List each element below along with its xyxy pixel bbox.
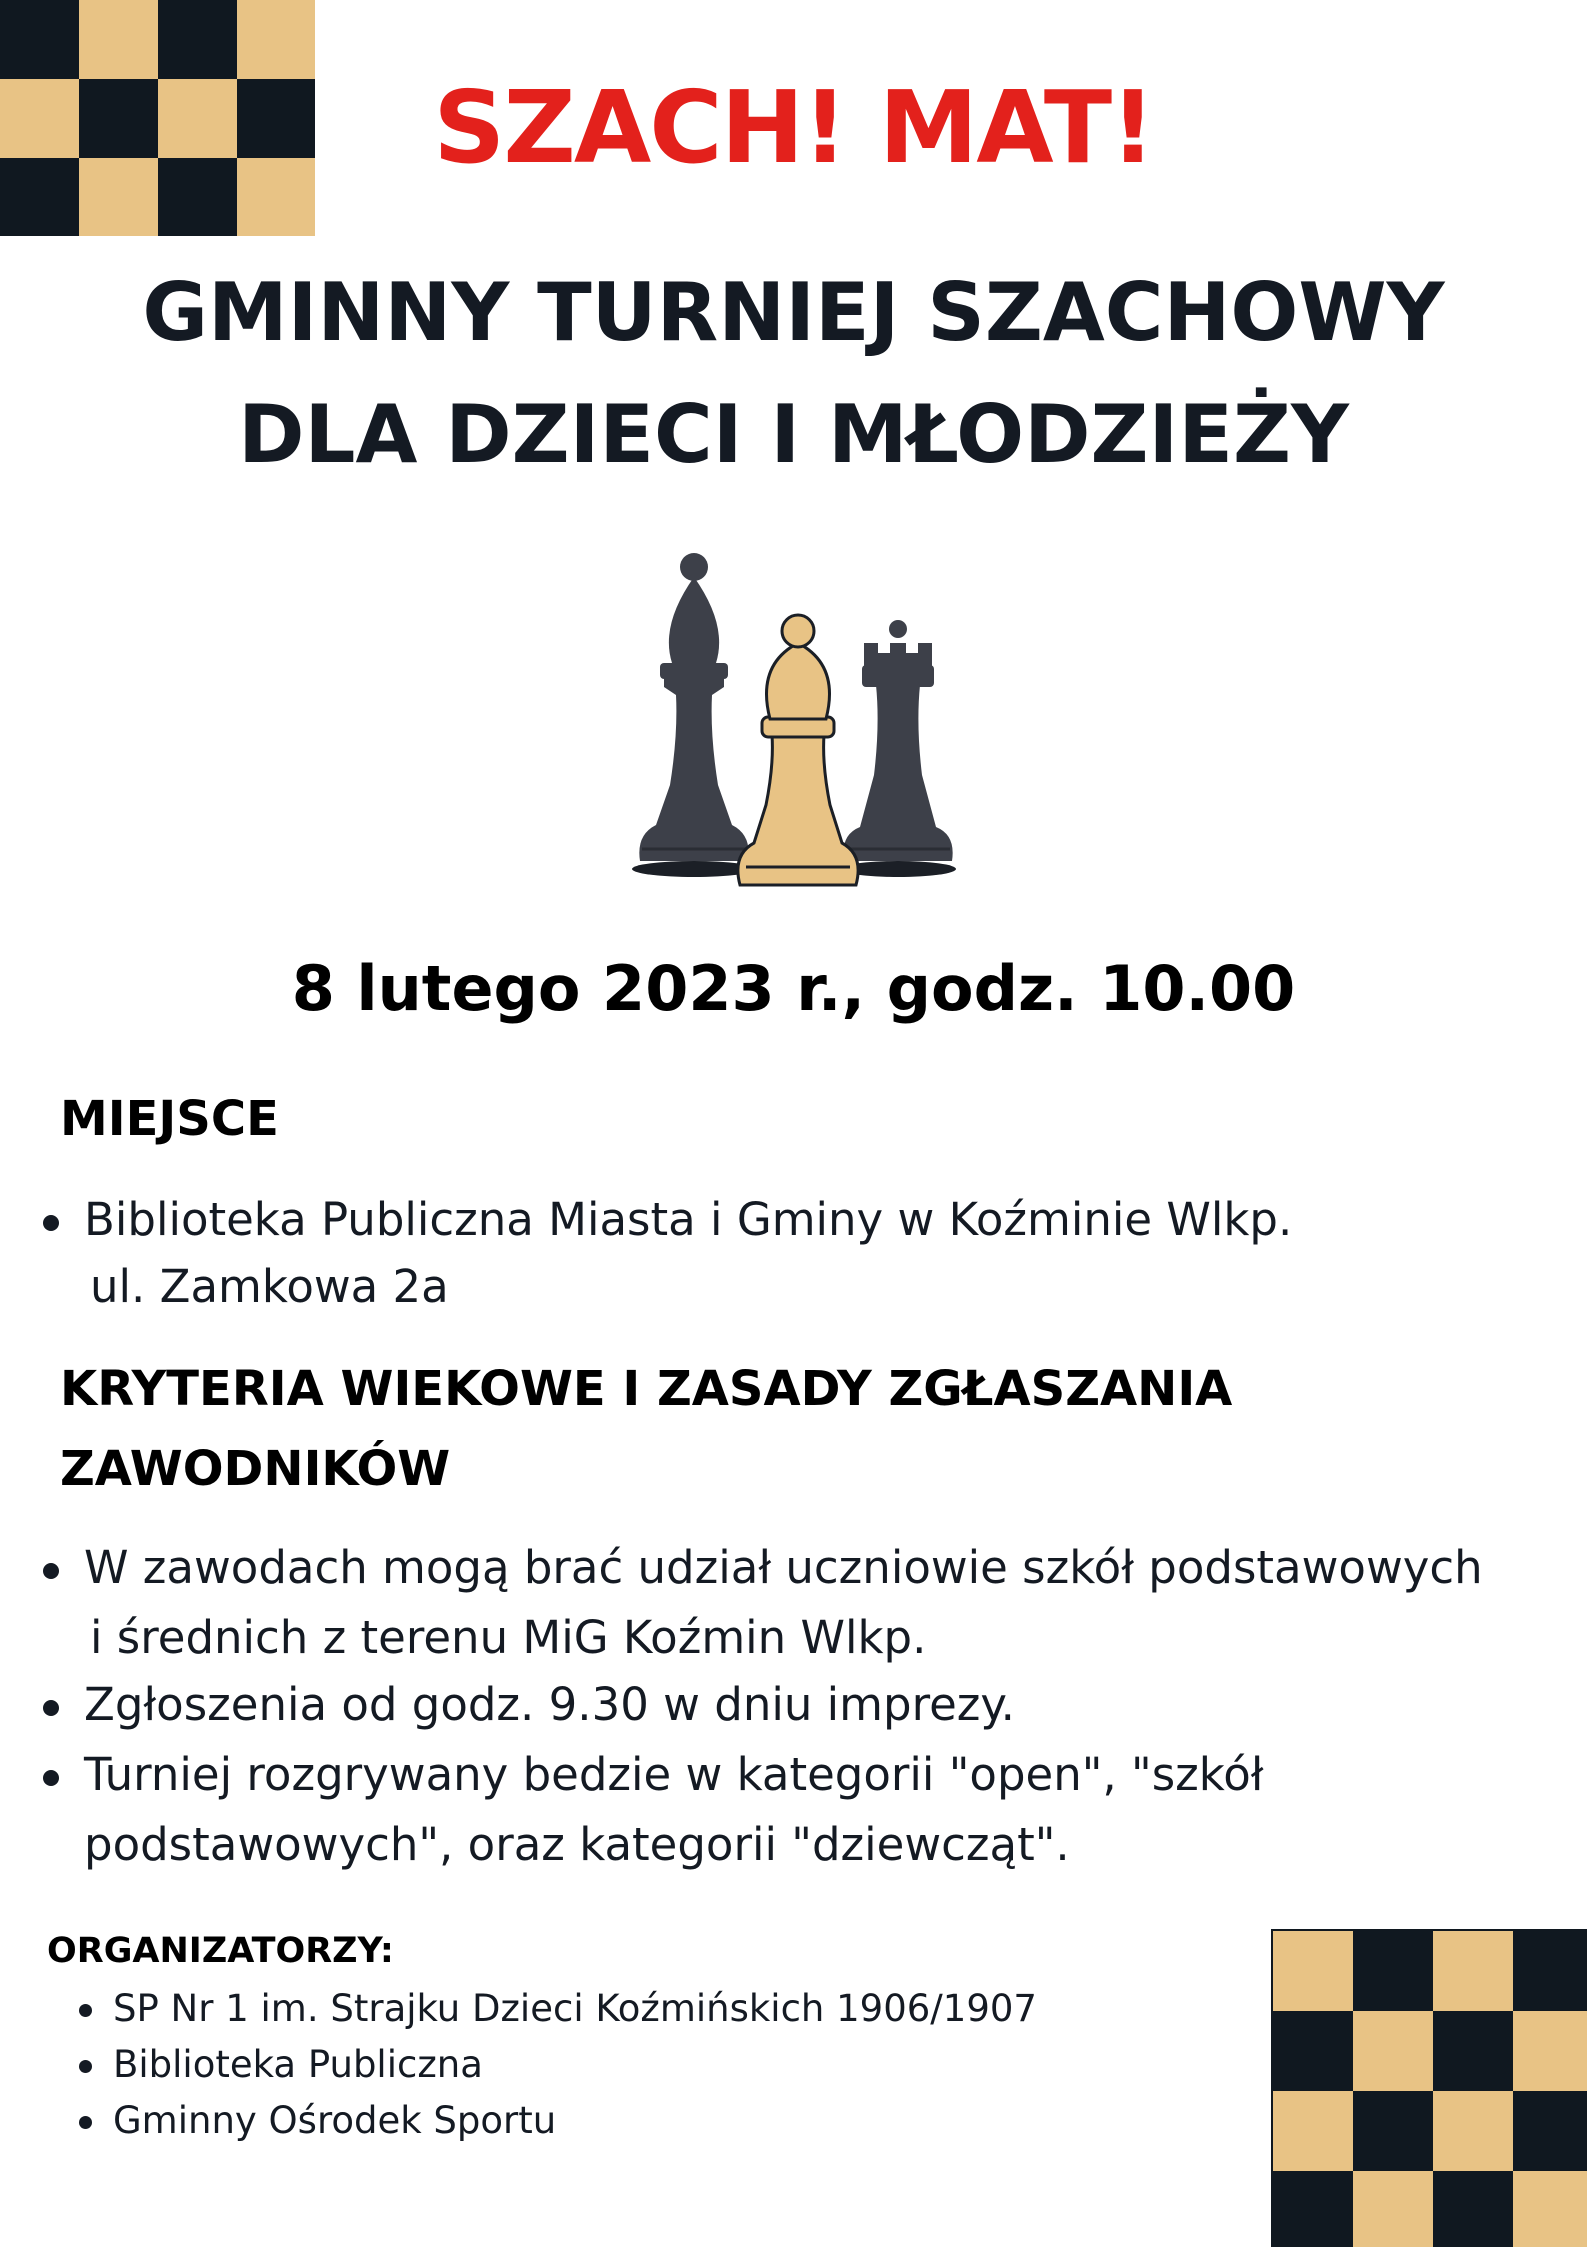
place-line1: Biblioteka Publiczna Miasta i Gminy w Koźminie Wlkp. (84, 1193, 1293, 1246)
chessboard-corner-bottom-right (1271, 1929, 1587, 2247)
bullet (43, 1563, 59, 1579)
criteria-heading-line2: ZAWODNIKÓW (60, 1441, 451, 1497)
chess-bishop-icon (632, 553, 756, 877)
bullet (43, 1215, 59, 1231)
criteria-item-2: Zgłoszenia od godz. 9.30 w dniu imprezy. (84, 1678, 1015, 1731)
bullet (43, 1770, 59, 1786)
criteria-item-3-line1: Turniej rozgrywany bedzie w kategorii "open", "szkół (84, 1748, 1264, 1801)
page-title-line2: DLA DZIECI I MŁODZIEŻY (238, 388, 1349, 481)
criteria-item-1-line1: W zawodach mogą brać udział uczniowie szkół podstawowych (84, 1541, 1483, 1594)
page-title-line1: GMINNY TURNIEJ SZACHOWY (142, 266, 1445, 359)
event-date: 8 lutego 2023 r., godz. 10.00 (291, 952, 1296, 1025)
place-line2: ul. Zamkowa 2a (90, 1260, 449, 1313)
bullet (79, 2004, 92, 2017)
criteria-item-1-line2: i średnich z terenu MiG Koźmin Wlkp. (90, 1611, 927, 1664)
chess-pieces-illustration (620, 535, 970, 895)
criteria-heading-line1: KRYTERIA WIEKOWE I ZASADY ZGŁASZANIA (60, 1361, 1233, 1417)
bullet (43, 1700, 59, 1716)
place-heading: MIEJSCE (60, 1091, 279, 1147)
organizer-item: Biblioteka Publiczna (113, 2043, 483, 2086)
chess-pawn-icon (738, 615, 858, 885)
bullet (79, 2116, 92, 2129)
organizer-item: Gminny Ośrodek Sportu (113, 2099, 557, 2142)
criteria-item-3-line2: podstawowych", oraz kategorii "dziewcząt". (84, 1818, 1070, 1871)
organizer-item: SP Nr 1 im. Strajku Dzieci Koźmińskich 1906/1907 (113, 1987, 1037, 2030)
bullet (79, 2060, 92, 2073)
organizers-heading: ORGANIZATORZY: (47, 1931, 394, 1971)
hero-title: SZACH! MAT! (433, 69, 1154, 186)
chess-rook-icon (840, 620, 956, 877)
